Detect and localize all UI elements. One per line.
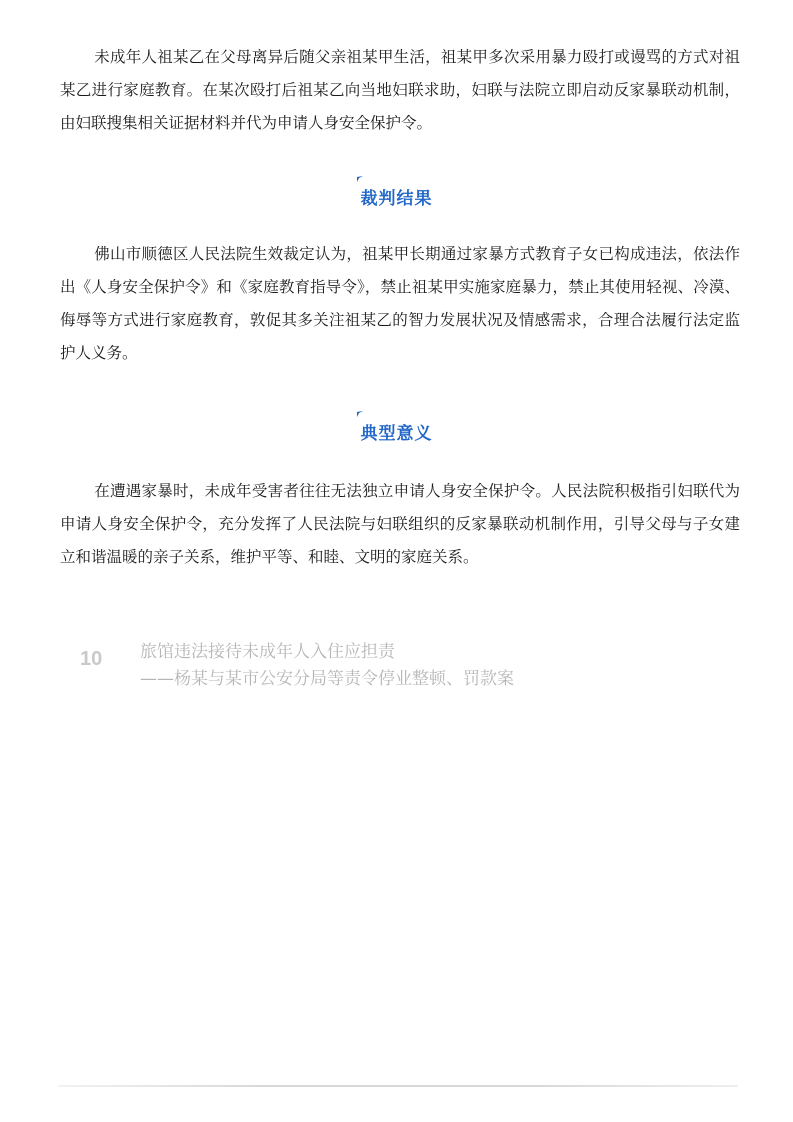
intro-paragraph [60,41,740,140]
judgment-paragraph [60,238,740,370]
significance-text: 在遭遇家暴时，未成年受害者往往无法独立申请人身安全保护令。人民法院积极指引妇联代为申请人身安全保护令，充分发挥了人民法院与妇联组织的反家暴联动机制作用，引导父母与子女建立和谐温暖的亲子关系，维护平等、和睦、文明的家庭关系。 [60,482,740,566]
significance-paragraph [60,475,740,574]
section-heading-judgment [0,184,793,209]
case-number: 10 [80,648,103,670]
intro-text: 未成年人祖某乙在父母离异后随父亲祖某甲生活，祖某甲多次采用暴力殴打或谩骂的方式对祖某乙进行家庭教育。在某次殴打后祖某乙向当地妇联求助，妇联与法院立即启动反家暴联动机制，由妇联搜集相关证据材料并代为申请人身安全保护令。 [60,48,740,132]
heading-mark-icon [357,176,363,182]
footer-divider [58,1085,738,1087]
judgment-text: 佛山市顺德区人民法院生效裁定认为，祖某甲长期通过家暴方式教育子女已构成违法，依法作出《人身安全保护令》和《家庭教育指导令》，禁止祖某甲实施家庭暴力，禁止其使用轻视、冷漠、侮辱等方式进行家庭教育，敦促其多关注祖某乙的智力发展状况及情感需求，合理合法履行法定监护人义务。 [60,245,740,362]
case-subtitle: ——杨某与某市公安分局等责令停业整顿、罚款案 [140,669,514,689]
case-title: 旅馆违法接待未成年人入住应担责 [140,642,395,662]
heading-significance-text: 典型意义 [360,424,433,444]
section-heading-significance [0,419,793,444]
heading-mark-icon [357,411,363,417]
heading-judgment-text: 裁判结果 [360,189,433,209]
